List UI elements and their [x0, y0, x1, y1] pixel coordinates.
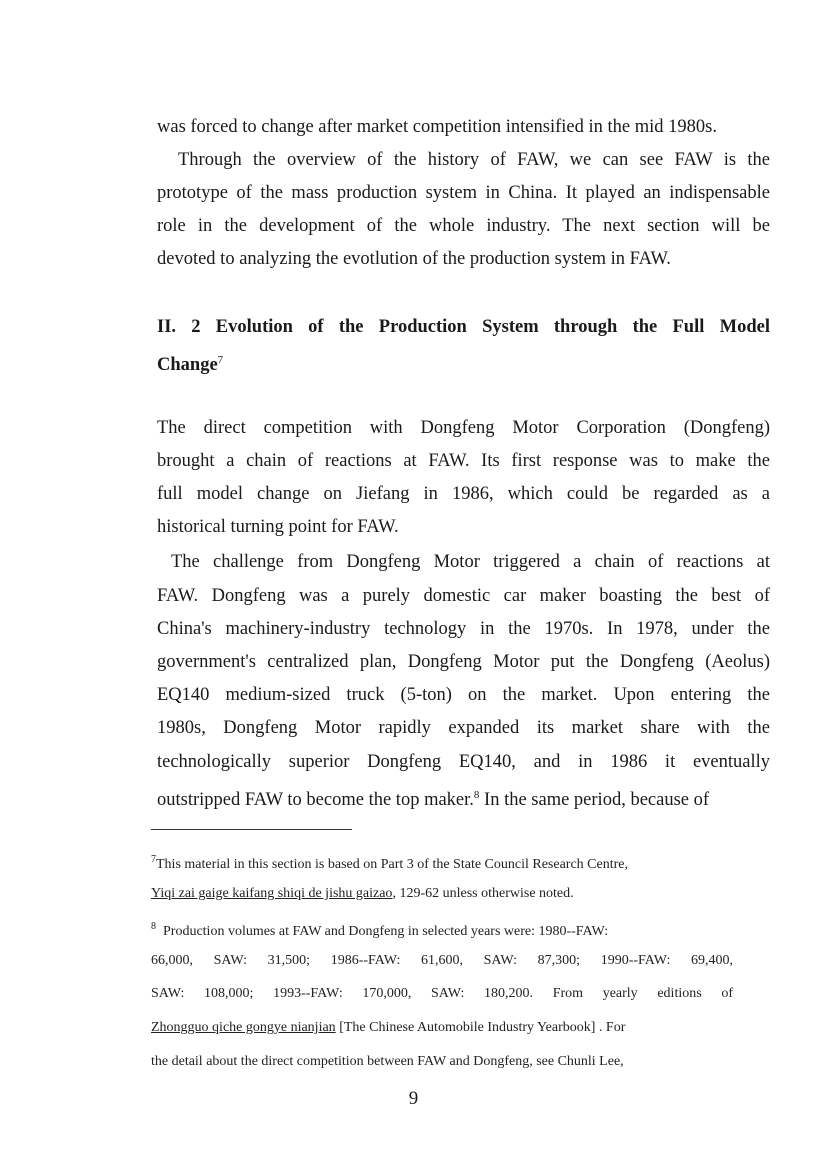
body-line: The direct competition with Dongfeng Motor Corporation (Dongfeng) [157, 418, 770, 438]
footnote-text: [The Chinese Automobile Industry Yearbook] . For [335, 1020, 626, 1035]
body-line: brought a chain of reactions at FAW. Its first response was to make the [157, 451, 770, 471]
heading-text: Change [157, 355, 218, 375]
footnote-8-cont: the detail about the direct competition between FAW and Dongfeng, see Chunli Lee, [151, 1054, 624, 1069]
body-line: government's centralized plan, Dongfeng Motor put the Dongfeng (Aeolus) [157, 652, 770, 672]
body-line: 1980s, Dongfeng Motor rapidly expanded its market share with the [157, 718, 770, 738]
section-heading-cont [157, 349, 770, 376]
body-line: devoted to analyzing the evotlution of the production system in FAW. [157, 249, 671, 269]
body-line: The challenge from Dongfeng Motor triggered a chain of reactions at [171, 552, 770, 572]
section-heading: II. 2 Evolution of the Production System through the Full Model [157, 317, 770, 337]
body-line: EQ140 medium-sized truck (5-ton) on the market. Upon entering the [157, 685, 770, 705]
footnote-text: This material in this section is based on Part 3 of the State Council Research Centre, [156, 857, 629, 872]
footnote-8-cont: 66,000, SAW: 31,500; 1986--FAW: 61,600, SAW: 87,300; 1990--FAW: 69,400, [151, 953, 733, 968]
body-line: China's machinery-industry technology in the 1970s. In 1978, under the [157, 619, 770, 639]
body-text: outstripped FAW to become the top maker. [157, 790, 474, 810]
body-line [157, 784, 709, 811]
body-line: role in the development of the whole industry. The next section will be [157, 216, 770, 236]
footnote-7-cont [151, 885, 733, 903]
footnote-mark: 7 [151, 854, 156, 865]
footnote-title: Yiqi zai gaige kaifang shiqi de jishu gaizao [151, 886, 393, 901]
body-line: historical turning point for FAW. [157, 517, 399, 537]
body-line: technologically superior Dongfeng EQ140, and in 1986 it eventually [157, 752, 770, 772]
body-line: Through the overview of the history of FAW, we can see FAW is the [178, 150, 770, 170]
footnote-title: Zhongguo qiche gongye nianjian [151, 1020, 336, 1035]
body-line: full model change on Jiefang in 1986, which could be regarded as a [157, 484, 770, 504]
footnote-text: , 129-62 unless otherwise noted. [392, 886, 574, 901]
footnote-8-cont: SAW: 108,000; 1993--FAW: 170,000, SAW: 180,200. From yearly editions of [151, 986, 733, 1001]
footnote-mark: 8 [151, 921, 156, 932]
footnote-text: Production volumes at FAW and Dongfeng in selected years were: 1980--FAW: [163, 924, 609, 939]
page-number: 9 [408, 1088, 419, 1109]
body-text: In the same period, because of [479, 790, 710, 810]
footnote-separator [151, 829, 352, 830]
footnote-8-cont [151, 1019, 733, 1037]
footnote-ref: 8 [473, 789, 480, 801]
body-line: prototype of the mass production system in China. It played an indispensable [157, 183, 770, 203]
body-line: was forced to change after market competition intensified in the mid 1980s. [157, 117, 717, 137]
footnote-7 [151, 851, 733, 874]
body-line: FAW. Dongfeng was a purely domestic car maker boasting the best of [157, 586, 770, 606]
footnote-8 [151, 918, 733, 941]
footnote-ref: 7 [217, 354, 224, 366]
